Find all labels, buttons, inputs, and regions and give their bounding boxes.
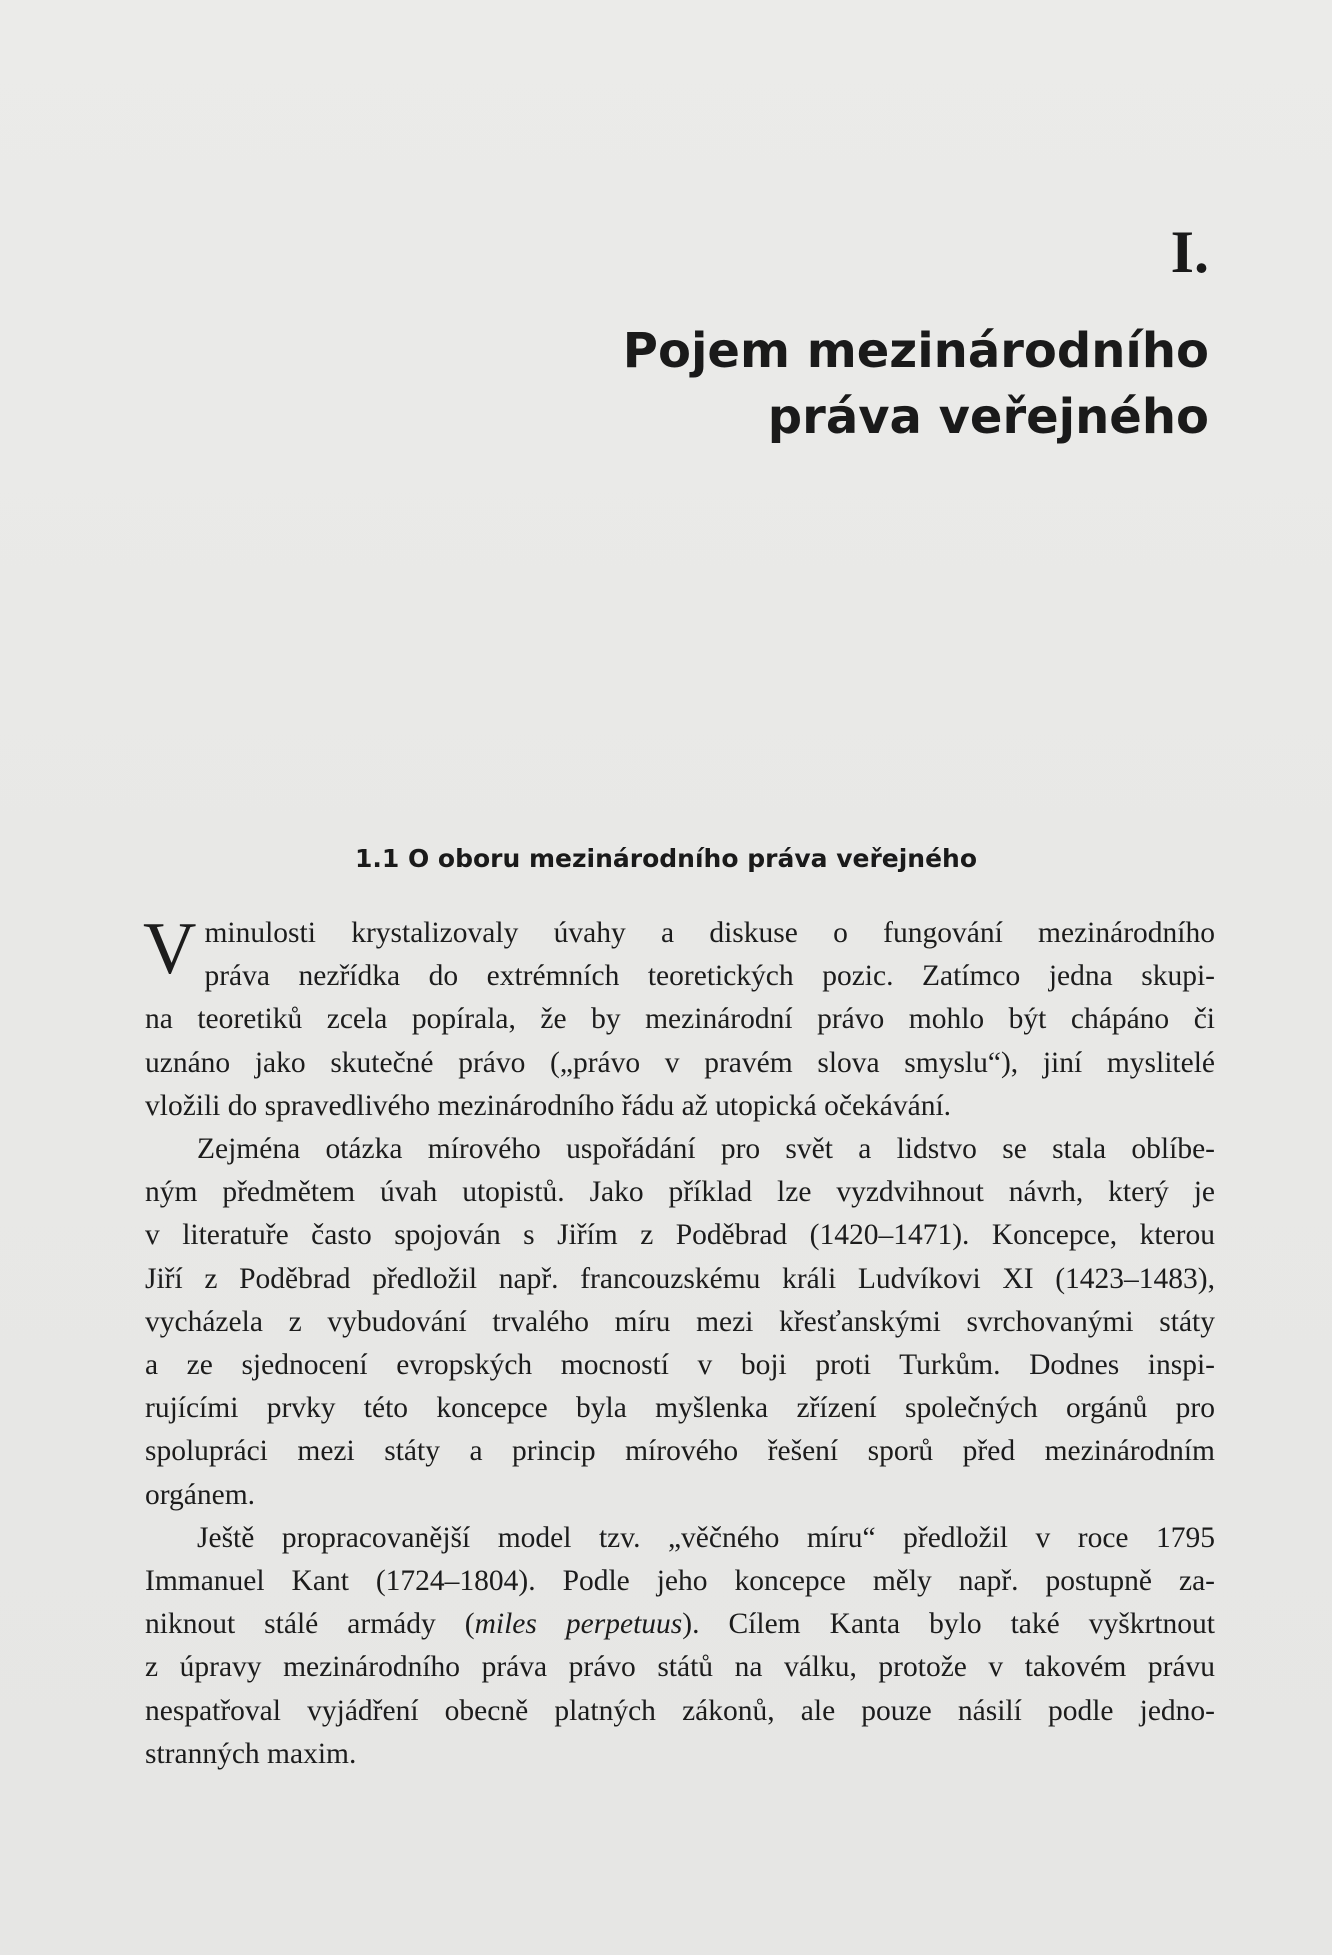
paragraph-line: Jiří z Poděbrad předložil např. francouzskému králi Ludvíkovi XI (1423–1483), [145,1262,1215,1295]
paragraph-3 [145,1517,1215,1776]
section-heading: 1.1 O oboru mezinárodního práva veřejného [354,844,978,873]
paragraph-2 [145,1128,1215,1517]
chapter-number: I. [1170,219,1209,285]
paragraph-line: nespatřoval vyjádření obecně platných zákonů, ale pouze násilí podle jedno- [145,1694,1215,1727]
text-run: niknout stálé armády ( [145,1608,475,1641]
paragraph-line: z úpravy mezinárodního práva právo států na válku, protože v takovém právu [145,1651,1215,1684]
paragraph-line: vložili do spravedlivého mezinárodního řádu až utopická očekávání. [145,1089,952,1122]
paragraph-line: na teoretiků zcela popírala, že by mezinárodní právo mohlo být chápáno či [145,1003,1215,1036]
italic-term: miles perpetuus [474,1608,683,1641]
chapter-title-line-1: Pojem mezinárodního [622,323,1209,379]
paragraph-line: a ze sjednocení evropských mocností v boji proti Turkům. Dodnes inspi- [145,1349,1215,1382]
paragraph-line: rujícími prvky této koncepce byla myšlenka zřízení společných orgánů pro [145,1392,1215,1425]
paragraph-line: Ještě propracovanější model tzv. „věčného míru“ předložil v roce 1795 [197,1521,1215,1554]
body-text [143,908,1215,1776]
paragraph-line: stranných maxim. [145,1737,357,1770]
paragraph-line: spolupráci mezi státy a princip mírového řešení sporů před mezinárodním [145,1435,1215,1468]
paragraph-1 [143,908,1215,1128]
paragraph-line: práva nezřídka do extrémních teoretických pozic. Zatímco jedna skupi- [204,960,1215,993]
paragraph-line-with-italic [145,1603,1215,1646]
paragraph-line: Immanuel Kant (1724–1804). Podle jeho koncepce měly např. postupně za- [145,1565,1215,1598]
paragraph-line: v literatuře často spojován s Jiřím z Poděbrad (1420–1471). Koncepce, kterou [145,1219,1215,1252]
chapter-title-line-2: práva veřejného [767,389,1209,445]
paragraph-line: ným předmětem úvah utopistů. Jako příklad lze vyzdvihnout návrh, který je [145,1176,1215,1209]
text-run: ). Cílem Kanta bylo také vyškrtnout [682,1608,1215,1641]
chapter-title [449,318,1209,450]
paragraph-line: minulosti krystalizovaly úvahy a diskuse o fungování mezinárodního [204,917,1215,949]
paragraph-line: Zejména otázka mírového uspořádání pro svět a lidstvo se stala oblíbe- [197,1133,1215,1166]
paragraph-line: orgánem. [145,1478,256,1511]
drop-cap: V [143,908,197,990]
paragraph-line: uznáno jako skutečné právo („právo v pravém slova smyslu“), jiní myslitelé [145,1046,1215,1079]
paragraph-line: vycházela z vybudování trvalého míru mezi křesťanskými svrchovanými státy [145,1305,1215,1338]
